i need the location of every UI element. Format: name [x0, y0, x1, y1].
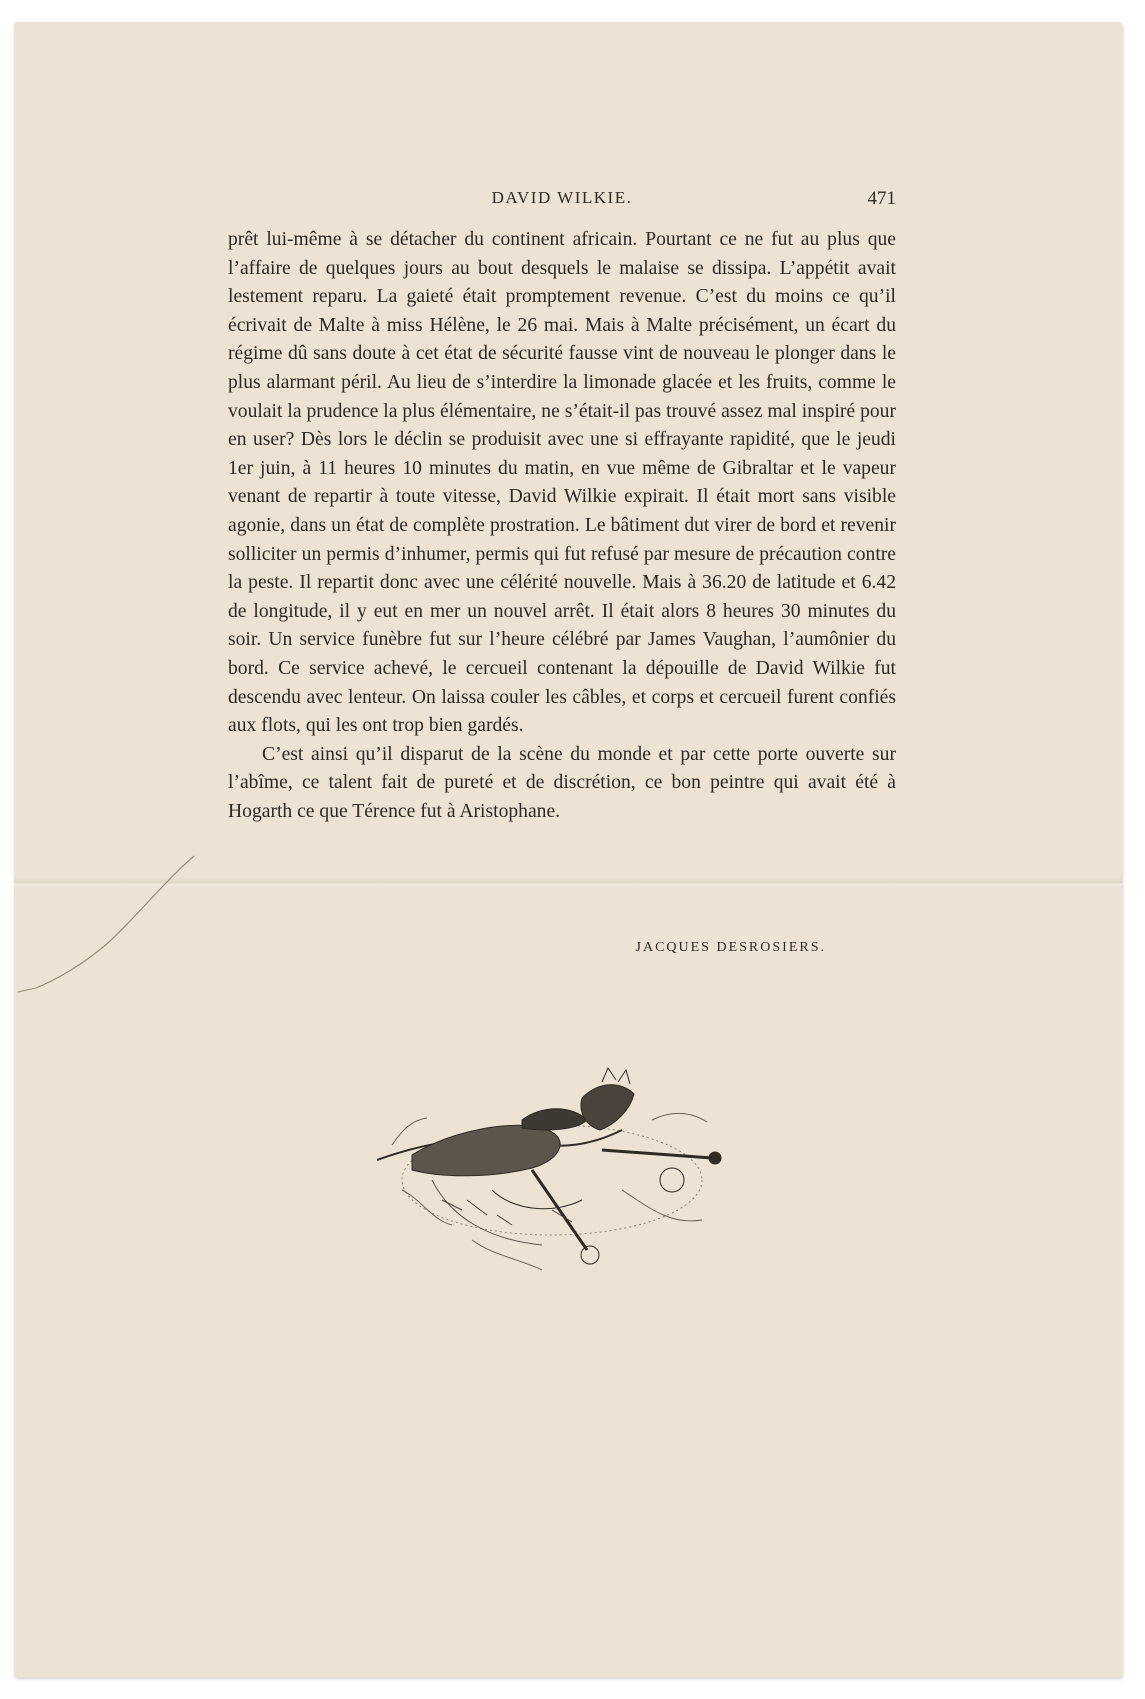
author-signature: JACQUES DESROSIERS. [635, 940, 826, 955]
running-head [228, 188, 896, 212]
running-title: DAVID WILKIE. [491, 188, 633, 207]
paragraph-1: prêt lui-même à se détacher du continent africain. Pourtant ce ne fut au plus que l’affaire de quelques jours au bout desquels le malaise se dissipa. L’appétit avait lestement reparu. La gaieté était promptement revenue. C’est du moins ce qu’il écrivait de Malte à miss Hélène, le 26 mai. Mais à Malte précisément, un écart du régime dû sans doute à cet état de sécurité fausse vint de nouveau le plonger dans le plus alarmant péril. Au lieu de s’interdire la limonade glacée et les fruits, comme le voulait la prudence la plus élémentaire, ne s’était-il pas trouvé assez mal inspiré pour en user? Dès lors le déclin se produisit avec une si effrayante rapidité, que le jeudi 1er juin, à 11 heures 10 minutes du matin, en vue même de Gibraltar et le vapeur venant de repartir à toute vitesse, David Wilkie expirait. Il était mort sans visible agonie, dans un état de complète prostration. Le bâtiment dut virer de bord et revenir solliciter un permis d’inhumer, permis qui fut refusé par mesure de précaution contre la peste. Il repartit donc avec une célérité nouvelle. Mais à 36.20 de latitude et 6.42 de longitude, il y eut en mer un nouvel arrêt. Il était alors 8 heures 30 minutes du soir. Un service funèbre fut sur l’heure célébré par James Vaughan, l’aumônier du bord. Ce service achevé, le cercueil contenant la dépouille de David Wilkie fut descendu avec lenteur. On laissa couler les câbles, et corps et cercueil furent confiés aux flots, qui les ont trop bien gardés. [228, 229, 896, 737]
article-body [228, 226, 896, 826]
page-number: 471 [867, 188, 896, 209]
paper-tear [14, 842, 214, 1002]
paragraph-2: C’est ainsi qu’il disparut de la scène du monde et par cette porte ouverte sur l’abîme, ce talent fait de pureté et de discrétion, ce bon peintre qui avait été à Hogarth ce que Térence fut à Aristophane. [228, 743, 896, 822]
engraved-vignette [372, 1050, 752, 1290]
